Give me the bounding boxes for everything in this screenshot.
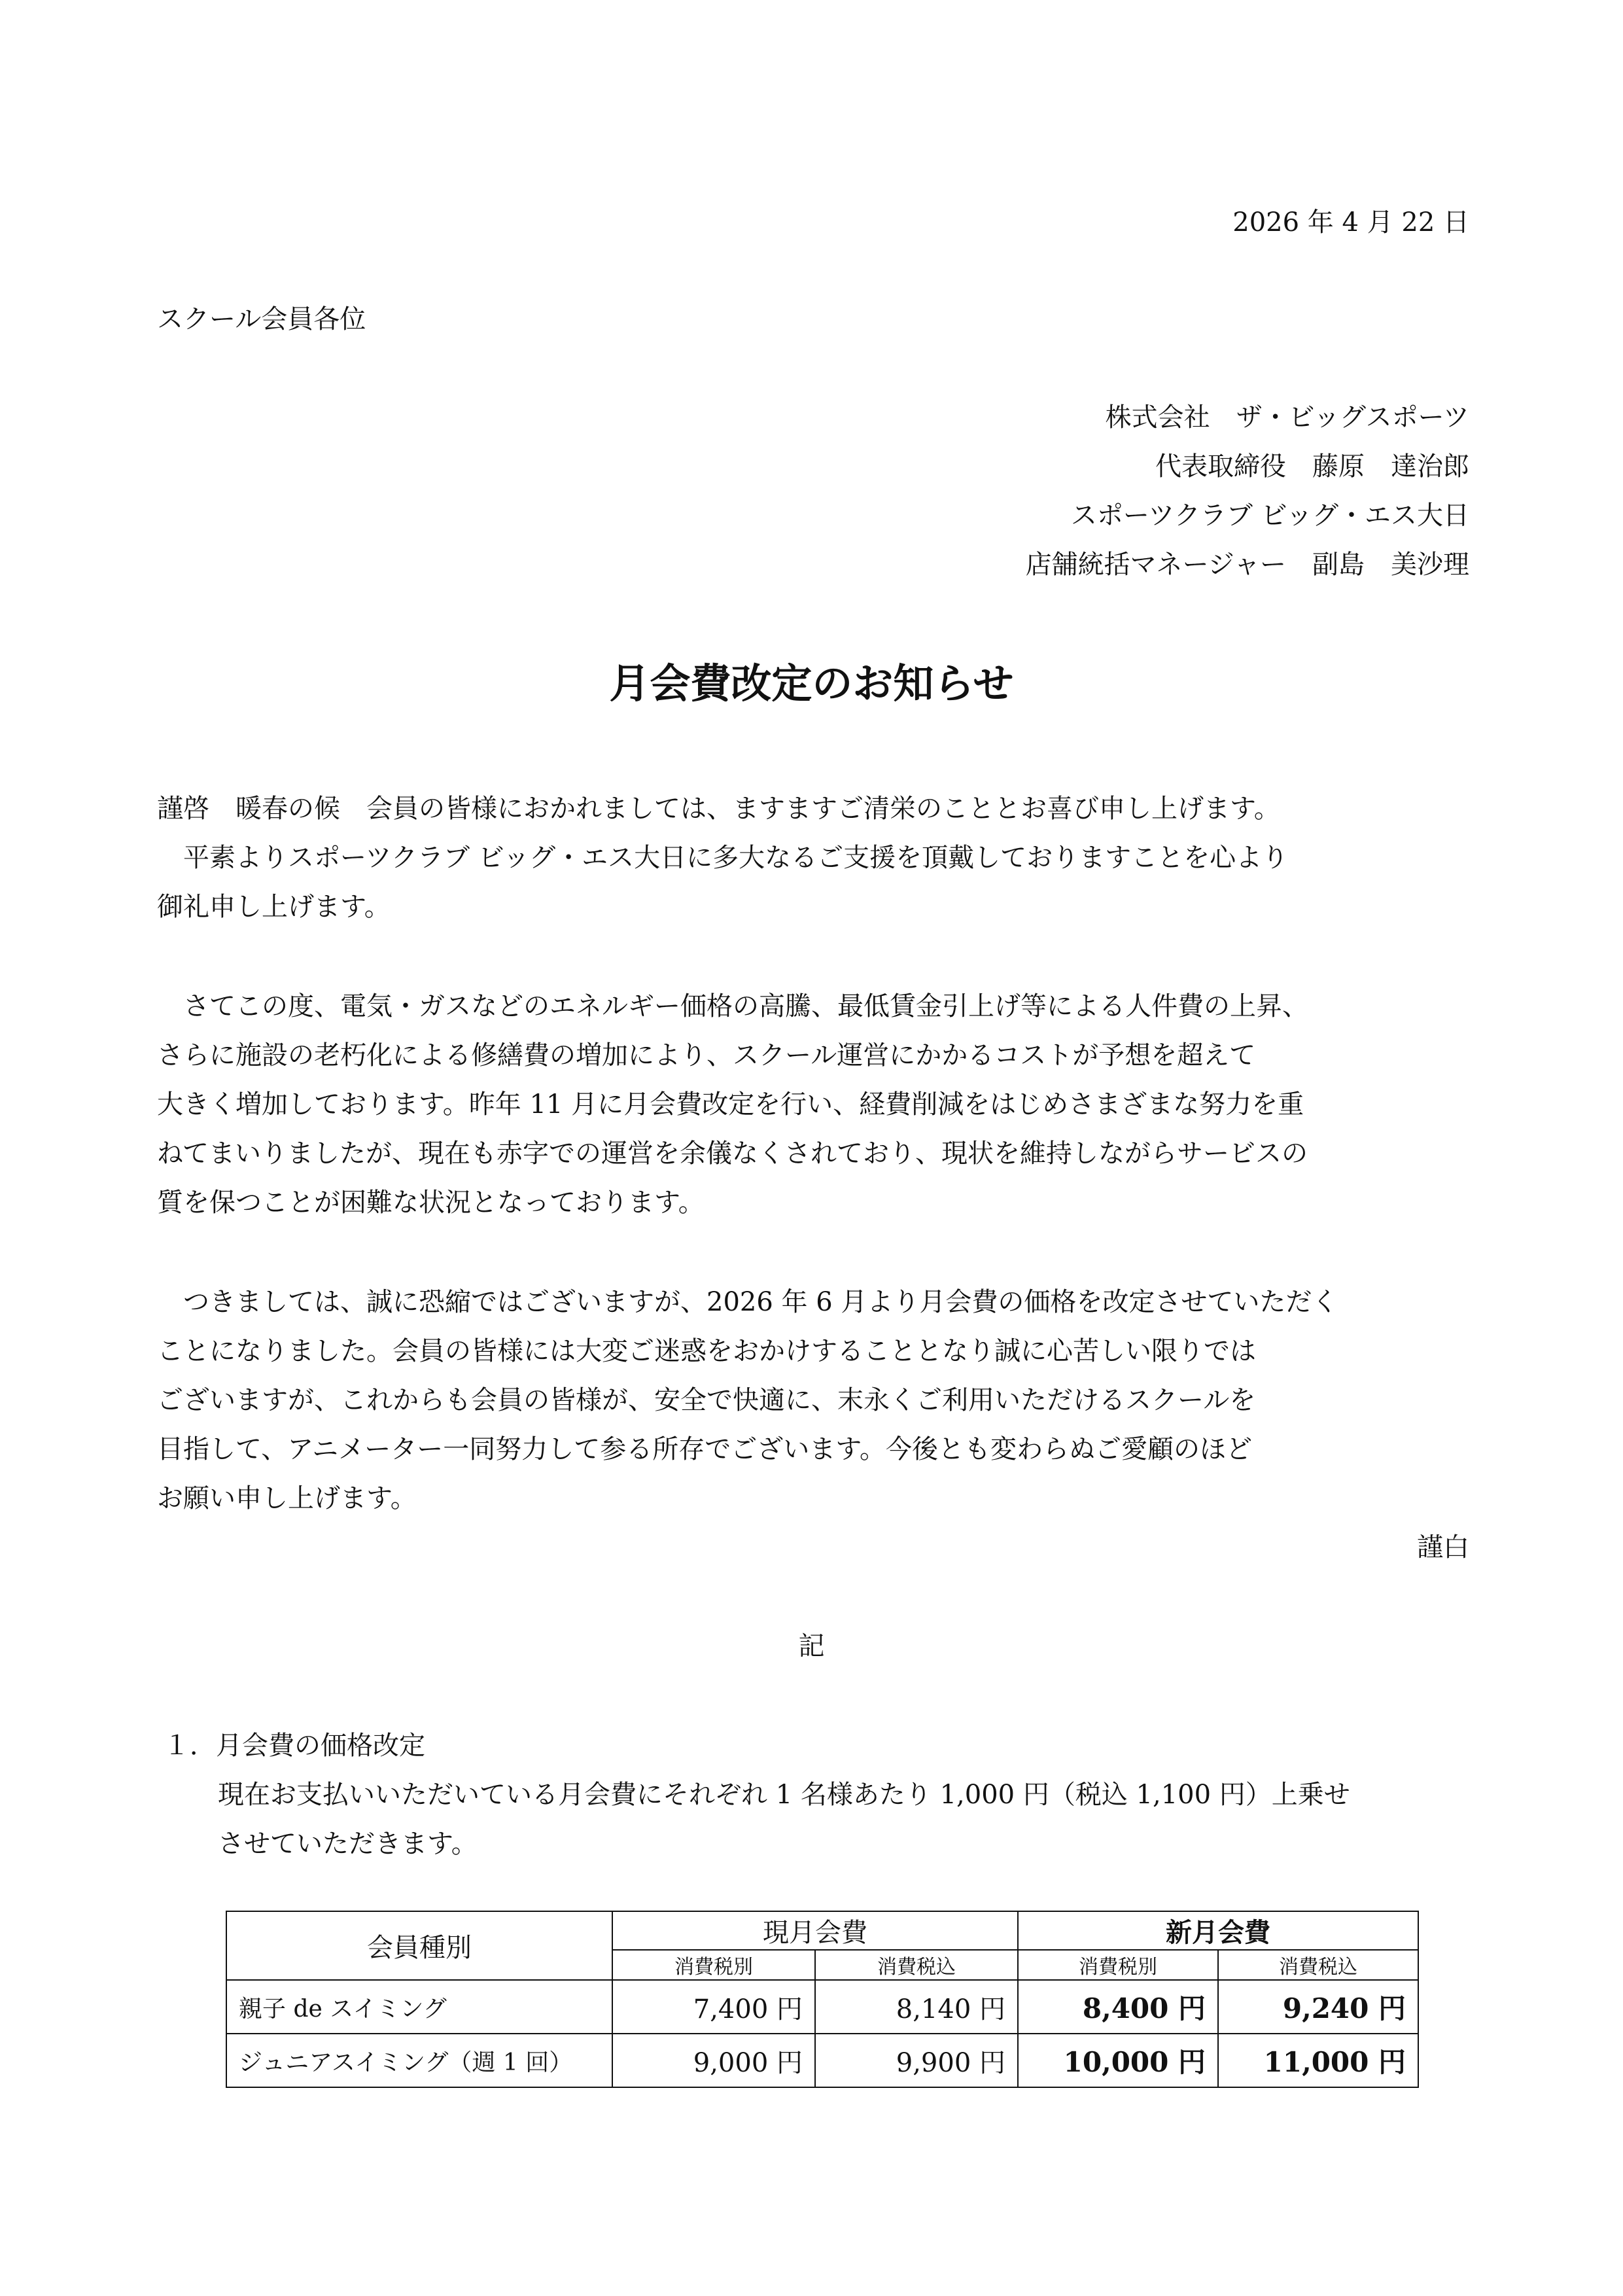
new-excl-cell: 8,400 円: [1018, 1980, 1218, 2034]
current-incl-cell: 9,900 円: [815, 2034, 1018, 2087]
subheader-current-incl: 消費税込: [815, 1950, 1018, 1980]
table-row: [226, 2034, 1418, 2087]
subheader-new-excl: 消費税別: [1018, 1950, 1218, 1980]
request-line-3: ございますが、これからも会員の皆様が、安全で快適に、末永くご利用いただけるスクールを: [157, 1385, 1256, 1415]
greeting-line-3: 御礼申し上げます。: [157, 892, 391, 922]
sender-club: スポーツクラブ ビッグ・エス大日: [1070, 501, 1469, 531]
header-current-fee: 現月会費: [612, 1911, 1018, 1950]
current-excl-cell: 7,400 円: [612, 1980, 815, 2034]
subheader-new-incl: 消費税込: [1218, 1950, 1418, 1980]
header-new-fee: 新月会費: [1018, 1911, 1418, 1950]
sender-company: 株式会社 ザ・ビッグスポーツ: [1105, 402, 1469, 433]
request-line-4: 目指して、アニメーター一同努力して参る所存でございます。今後とも変わらぬご愛顧のほど: [157, 1434, 1252, 1464]
request-line-2: ことになりました。会員の皆様には大変ご迷惑をおかけすることとなり誠に心苦しい限りでは: [157, 1336, 1256, 1366]
greeting-line-2: 平素よりスポーツクラブ ビッグ・エス大日に多大なるご支援を頂戴しておりますことを心より: [157, 843, 1289, 873]
fee-table: [226, 1911, 1419, 2088]
reason-line-1: さてこの度、電気・ガスなどのエネルギー価格の高騰、最低賃金引上げ等による人件費の上昇、: [157, 991, 1308, 1021]
document-date: 2026 年 4 月 22 日: [1232, 207, 1469, 238]
subheader-current-excl: 消費税別: [612, 1950, 815, 1980]
section-1-body-1: 現在お支払いいただいている月会費にそれぞれ 1 名様あたり 1,000 円（税込 1,100 円）上乗せ: [218, 1780, 1350, 1810]
member-type-cell: ジュニアスイミング（週 1 回）: [226, 2034, 612, 2087]
section-1-body-2: させていただきます。: [218, 1829, 478, 1859]
closing: 謹白: [1417, 1532, 1469, 1563]
greeting-line-1: 謹啓 暖春の候 会員の皆様におかれましては、ますますご清栄のこととお喜び申し上げます。: [157, 794, 1280, 824]
reason-line-4: ねてまいりましたが、現在も赤字での運営を余儀なくされており、現状を維持しながらサービスの: [157, 1139, 1308, 1169]
reason-line-3: 大きく増加しております。昨年 11 月に月会費改定を行い、経費削減をはじめさまざまな努力を重: [157, 1089, 1304, 1120]
reason-line-5: 質を保つことが困難な状況となっております。: [157, 1188, 705, 1218]
addressee: スクール会員各位: [157, 304, 366, 334]
sender-manager: 店舗統括マネージャー 副島 美沙理: [1025, 550, 1469, 580]
current-incl-cell: 8,140 円: [815, 1980, 1018, 2034]
request-line-5: お願い申し上げます。: [157, 1483, 417, 1513]
member-type-cell: 親子 de スイミング: [226, 1980, 612, 2034]
table-row: [226, 1980, 1418, 2034]
new-incl-cell: 11,000 円: [1218, 2034, 1418, 2087]
request-line-1: つきましては、誠に恐縮ではございますが、2026 年 6 月より月会費の価格を改定させていただく: [157, 1287, 1338, 1317]
new-incl-cell: 9,240 円: [1218, 1980, 1418, 2034]
current-excl-cell: 9,000 円: [612, 2034, 815, 2087]
new-excl-cell: 10,000 円: [1018, 2034, 1218, 2087]
sender-representative: 代表取締役 藤原 達治郎: [1155, 451, 1469, 482]
section-1-heading: １．月会費の価格改定: [164, 1731, 425, 1761]
document-title: 月会費改定のお知らせ: [609, 660, 1014, 707]
reason-line-2: さらに施設の老朽化による修繕費の増加により、スクール運営にかかるコストが予想を超えて: [157, 1040, 1256, 1070]
ki-heading: 記: [798, 1631, 825, 1661]
header-member-type: 会員種別: [226, 1911, 612, 1980]
